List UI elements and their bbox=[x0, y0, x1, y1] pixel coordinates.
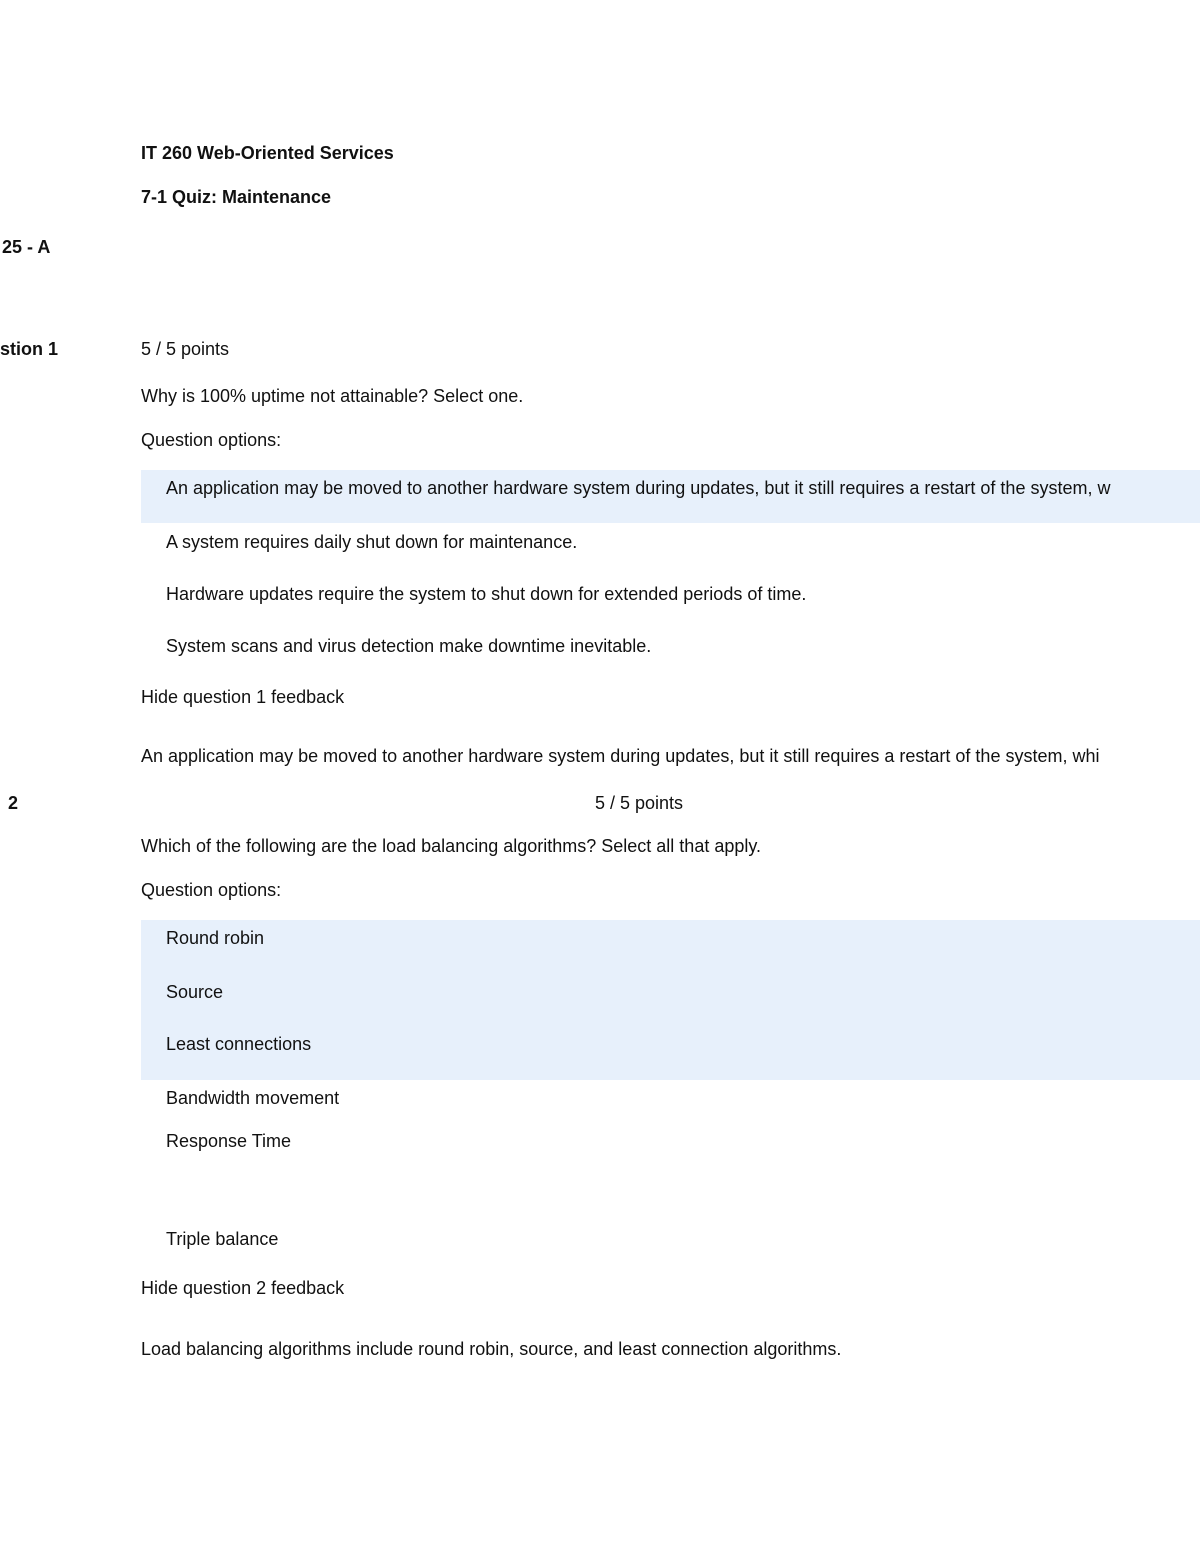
course-title: IT 260 Web-Oriented Services bbox=[141, 143, 394, 163]
question-1-options-label: Question options: bbox=[141, 430, 282, 450]
attempt-fragment: 25 - A bbox=[2, 237, 51, 257]
question-2-option[interactable]: Bandwidth movement bbox=[166, 1088, 340, 1108]
question-2-option[interactable]: Least connections bbox=[166, 1034, 312, 1054]
quiz-title: 7-1 Quiz: Maintenance bbox=[141, 187, 332, 207]
question-1-feedback-toggle[interactable]: Hide question 1 feedback bbox=[141, 687, 345, 707]
question-2-feedback-toggle[interactable]: Hide question 2 feedback bbox=[141, 1278, 345, 1298]
question-1-prompt: Why is 100% uptime not attainable? Select one. bbox=[141, 386, 524, 406]
question-1-label: stion 1 bbox=[0, 339, 59, 359]
question-1-points: 5 / 5 points bbox=[141, 339, 230, 359]
question-1-option[interactable]: Hardware updates require the system to shut down for extended periods of time. bbox=[166, 584, 807, 604]
question-2-option[interactable]: Response Time bbox=[166, 1131, 292, 1151]
question-2-option[interactable]: Source bbox=[166, 982, 224, 1002]
question-2-points: 5 / 5 points bbox=[595, 793, 684, 813]
question-2-label: 2 bbox=[8, 793, 19, 813]
question-2-options-label: Question options: bbox=[141, 880, 282, 900]
question-2-prompt: Which of the following are the load balancing algorithms? Select all that apply. bbox=[141, 836, 762, 856]
question-1-option[interactable]: A system requires daily shut down for maintenance. bbox=[166, 532, 578, 552]
question-1-feedback: An application may be moved to another hardware system during updates, but it still requires a restart of the system, whi bbox=[141, 746, 1100, 766]
question-2-option[interactable]: Triple balance bbox=[166, 1229, 279, 1249]
question-2-selected-highlight bbox=[141, 920, 1200, 1080]
question-2-feedback: Load balancing algorithms include round robin, source, and least connection algorithms. bbox=[141, 1339, 842, 1359]
question-1-option[interactable]: System scans and virus detection make downtime inevitable. bbox=[166, 636, 652, 656]
question-1-option[interactable]: An application may be moved to another hardware system during updates, but it still requires a restart of the system, w bbox=[166, 478, 1111, 498]
question-2-option[interactable]: Round robin bbox=[166, 928, 265, 948]
